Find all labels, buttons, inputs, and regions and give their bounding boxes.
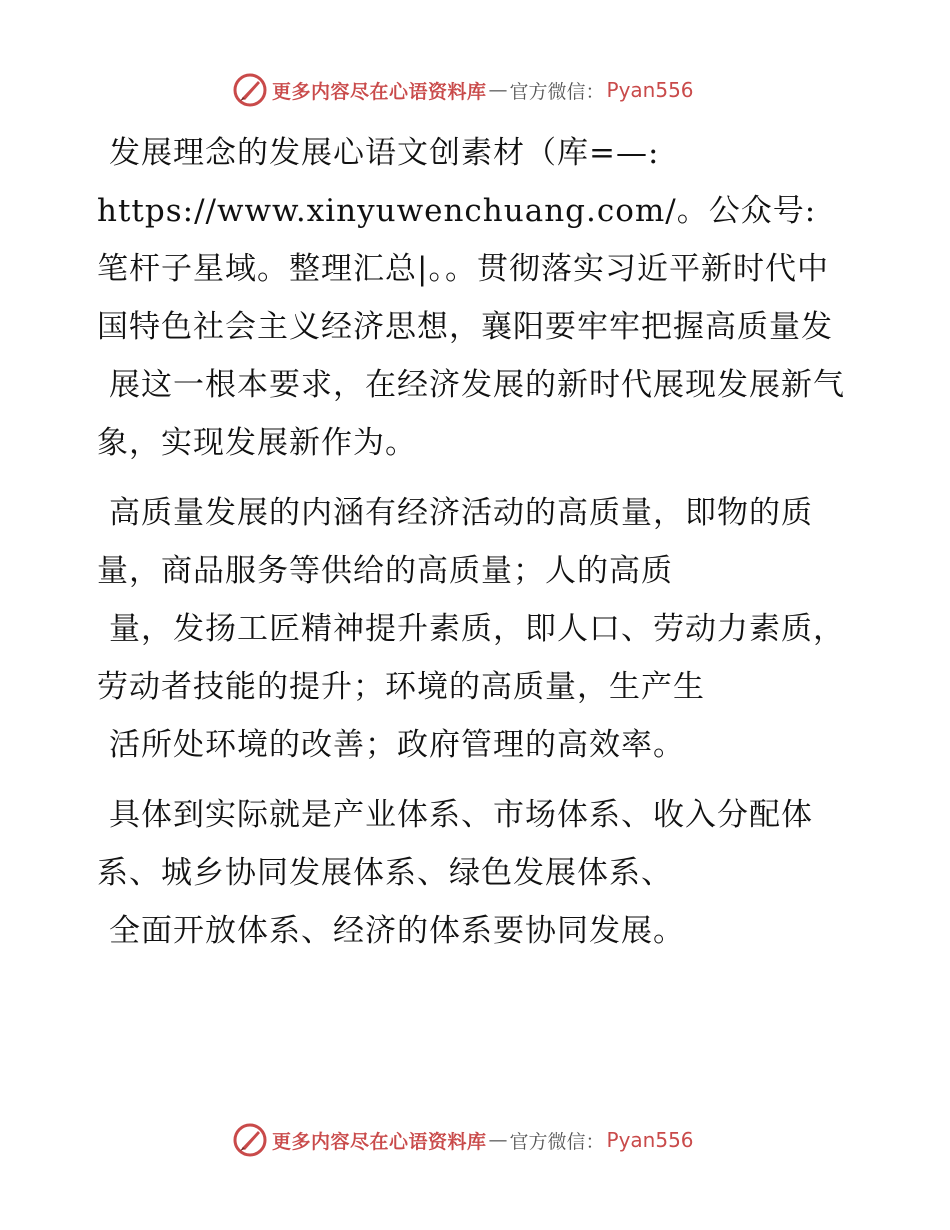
paragraph: 展这一根本要求，在经济发展的新时代展现发展新气象，实现发展新作为。 — [97, 367, 845, 461]
footer-separator: — — [488, 1129, 508, 1151]
paragraph: 发展理念的发展心语文创素材（库=—: https://www.xinyuwenchuang.com/。公众号: 笔杆子星域。整理汇总|。。贯彻落实习近平新时代中国特色社会主义经济思想，襄阳要牢牢把握高质量发 — [97, 135, 833, 345]
brush-quill-icon — [232, 1122, 268, 1158]
footer-site-text: 更多内容尽在心语资料库 — [272, 1130, 487, 1153]
header-wechat-label: 官方微信： — [509, 80, 605, 103]
header-banner[interactable] — [232, 72, 694, 108]
header-wechat-id: Pyan556 — [606, 78, 694, 102]
document-body — [97, 124, 857, 972]
brush-quill-icon — [232, 72, 268, 108]
footer-wechat-label: 官方微信： — [509, 1130, 605, 1153]
paragraph: 具体到实际就是产业体系、市场体系、收入分配体系、城乡协同发展体系、绿色发展体系、 — [97, 797, 813, 891]
header-site-text: 更多内容尽在心语资料库 — [272, 80, 487, 103]
header-separator: — — [488, 79, 508, 101]
paragraph: 高质量发展的内涵有经济活动的高质量，即物的质量，商品服务等供给的高质量；人的高质 — [97, 495, 813, 589]
paragraph: 量，发扬工匠精神提升素质，即人口、劳动力素质，劳动者技能的提升；环境的高质量，生产生 — [97, 611, 845, 705]
paragraph: 活所处环境的改善；政府管理的高效率。 — [109, 727, 685, 763]
paragraph: 全面开放体系、经济的体系要协同发展。 — [109, 913, 685, 949]
footer-banner[interactable] — [232, 1122, 694, 1158]
footer-wechat-id: Pyan556 — [606, 1128, 694, 1152]
